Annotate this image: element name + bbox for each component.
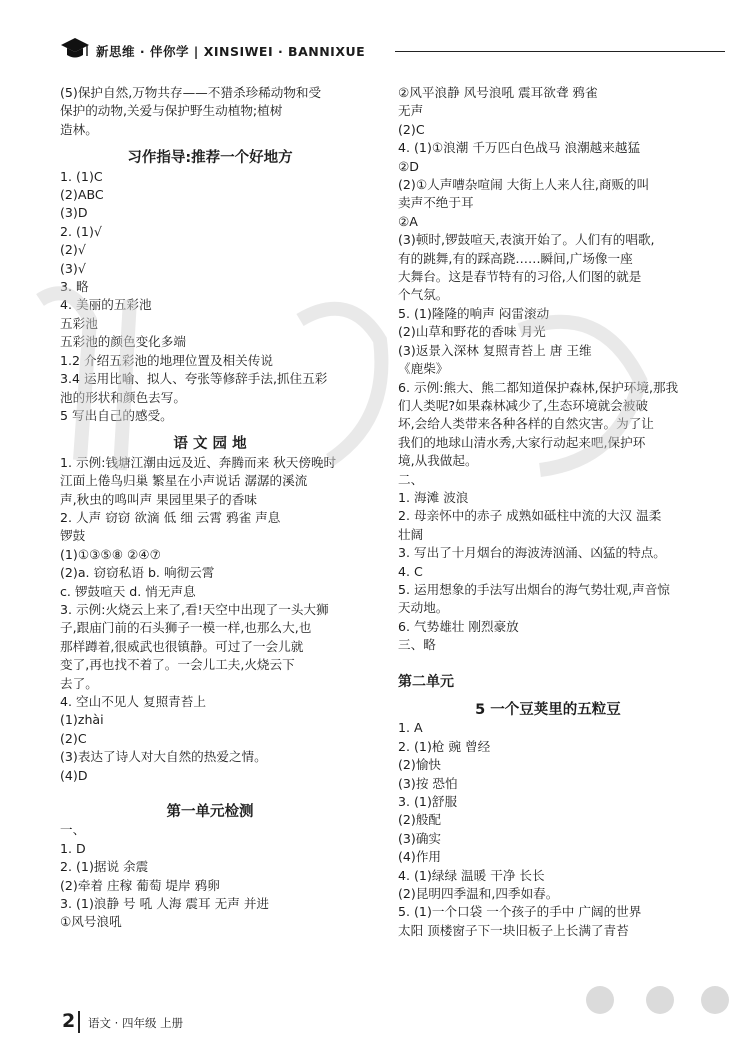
answer-line: 子,跟庙门前的石头狮子一模一样,也那么大,也: [60, 620, 312, 636]
answer-line: 1. A: [398, 720, 423, 736]
answer-line: 4. 美丽的五彩池: [60, 297, 152, 313]
footer-divider: [78, 1011, 80, 1033]
answer-line: (2)般配: [398, 812, 442, 828]
answer-line: 5 写出自己的感受。: [60, 407, 173, 423]
answer-line: 4. (1)绿绿 温暖 干净 长长: [398, 867, 545, 883]
answer-line: 5. (1)隆隆的响声 闷雷滚动: [398, 305, 550, 321]
answer-line: 5. (1)一个口袋 一个孩子的手中 广阔的世界: [398, 904, 642, 920]
answer-line: 3. (1)浪静 号 吼 人海 震耳 无声 并进: [60, 896, 270, 912]
left-column: [60, 84, 360, 932]
unit-heading: 第二单元: [398, 673, 454, 690]
answer-line: (3)√: [60, 260, 86, 276]
answer-line: 4. C: [398, 563, 423, 579]
answer-line: 1.2 介绍五彩池的地理位置及相关传说: [60, 352, 273, 368]
spacer: [60, 425, 360, 435]
answer-line: 3.4 运用比喻、拟人、夸张等修辞手法,抓住五彩: [60, 371, 328, 387]
spacer: [398, 691, 698, 701]
answer-line: 卖声不绝于耳: [398, 195, 474, 211]
answer-line: 一、: [60, 822, 86, 838]
answer-line: 五彩池的颜色变化多端: [60, 334, 186, 350]
answer-line: (4)作用: [398, 849, 442, 865]
answer-line: 变了,再也找不着了。一会儿工夫,火烧云下: [60, 657, 295, 673]
answer-line: (1)①③⑤⑧ ②④⑦: [60, 546, 161, 562]
spacer: [398, 655, 698, 673]
answer-line: (2)ABC: [60, 187, 104, 203]
answer-line: 池的形状和颜色去写。: [60, 389, 186, 405]
answer-line: (3)D: [60, 205, 88, 221]
answer-line: (2)牵着 庄稼 葡萄 堤岸 鸦卵: [60, 877, 220, 893]
answer-line: 壮阔: [398, 526, 424, 542]
answer-line: 2. 母亲怀中的赤子 成熟如砥柱中流的大汉 温柔: [398, 508, 662, 524]
answer-line: (3)返景入深林 复照青苔上 唐 王维: [398, 342, 592, 358]
answer-line: (3)顿时,锣鼓喧天,表演开始了。人们有的唱歌,: [398, 232, 655, 248]
footer-subject: 语文 · 四年级 上册: [88, 1016, 184, 1030]
answer-line: 保护的动物,关爱与保护野生动植物;植树: [60, 103, 283, 119]
answer-line: 6. 示例:熊大、熊二都知道保护森林,保护环境,那我: [398, 379, 679, 395]
answer-line: ①风号浪吼: [60, 914, 122, 930]
answer-line: 造林。: [60, 121, 98, 137]
answer-line: 大舞台。这是春节特有的习俗,人们图的就是: [398, 269, 642, 285]
answer-line: 3. 写出了十月烟台的海波涛汹涌、凶猛的特点。: [398, 545, 666, 561]
answer-line: 4. (1)①浪潮 千万匹白色战马 浪潮越来越猛: [398, 140, 641, 156]
answer-line: 个气氛。: [398, 287, 449, 303]
section-heading: 第一单元检测: [166, 804, 254, 821]
answer-line: 《鹿柴》: [398, 361, 449, 377]
answer-line: (2)山草和野花的香味 月光: [398, 324, 546, 340]
page-number: 2: [62, 1010, 76, 1032]
answer-line: 坏,会给人类带来各种各样的自然灾害。为了让: [398, 416, 654, 432]
header-title: 新思维 · 伴你学 | XINSIWEI · BANNIXUE: [96, 44, 366, 59]
answer-line: 2. 人声 窃窃 欲滴 低 细 云霄 鸦雀 声息: [60, 509, 281, 525]
answer-line: (3)按 恐怕: [398, 775, 458, 791]
answer-line: ②A: [398, 213, 418, 229]
answer-line: 那样蹲着,很威武也很镇静。可过了一会儿就: [60, 638, 304, 654]
answer-line: 4. 空山不见人 复照青苔上: [60, 694, 206, 709]
header-rule: [395, 51, 725, 52]
answer-line: 我们的地球山清水秀,大家行动起来吧,保护环: [398, 434, 646, 450]
answer-line: 1. (1)C: [60, 168, 103, 184]
answer-line: 3. (1)舒服: [398, 794, 458, 810]
answer-line: (4)D: [60, 767, 88, 783]
section-heading: 语 文 园 地: [173, 436, 247, 453]
answer-line: (1)zhài: [60, 712, 104, 728]
answer-line: (3)表达了诗人对大自然的热爱之情。: [60, 749, 267, 765]
section-heading: 习作指导:推荐一个好地方: [127, 150, 293, 167]
answer-line: (2)愉快: [398, 757, 442, 773]
answer-line: (2)①人声嘈杂喧闹 大街上人来人往,商贩的叫: [398, 177, 650, 193]
answer-line: 3. 示例:火烧云上来了,看!天空中出现了一头大狮: [60, 601, 329, 617]
answer-line: 2. (1)枪 豌 曾经: [398, 738, 491, 754]
answer-line: 声,秋虫的鸣叫声 果园里果子的香味: [60, 491, 257, 507]
answer-line: 太阳 顶楼窗子下一块旧板子上长满了青苔: [398, 922, 629, 938]
answer-line: 二、: [398, 471, 424, 487]
answer-line: 们人类呢?如果森林减少了,生态环境就会被破: [398, 397, 648, 413]
answer-line: 三、略: [398, 637, 436, 653]
answer-line: (3)确实: [398, 830, 442, 846]
answer-line: c. 锣鼓喧天 d. 悄无声息: [60, 583, 196, 599]
answer-line: 锣鼓: [60, 528, 86, 544]
right-column: [398, 84, 698, 940]
answer-line: 1. 海滩 波浪: [398, 489, 469, 505]
answer-line: (5)保护自然,万物共存——不猎杀珍稀动物和受: [60, 85, 322, 100]
answer-line: 2. (1)据说 余震: [60, 859, 149, 875]
answer-line: 五彩池: [60, 315, 98, 331]
answer-line: (2)C: [398, 121, 425, 137]
answer-line: 5. 运用想象的手法写出烟台的海气势壮观,声音惊: [398, 581, 670, 597]
answer-line: ②D: [398, 158, 419, 174]
graduation-cap-icon: [60, 36, 90, 62]
answer-line: 2. (1)√: [60, 223, 102, 239]
answer-line: ②风平浪静 风号浪吼 震耳欲聋 鸦雀: [398, 85, 598, 100]
answer-line: (2)a. 窃窃私语 b. 响彻云霄: [60, 565, 215, 581]
page-header: [60, 32, 725, 66]
answer-line: 天动地。: [398, 600, 449, 616]
spacer: [60, 785, 360, 803]
spacer: [60, 139, 360, 149]
answer-line: 去了。: [60, 675, 98, 691]
answer-line: 3. 略: [60, 279, 89, 295]
answer-line: 1. 示例:钱塘江潮由远及近、奔腾而来 秋天傍晚时: [60, 454, 337, 470]
answer-line: 6. 气势雄壮 刚烈豪放: [398, 618, 519, 634]
section-heading: 5 一个豆荚里的五粒豆: [475, 702, 621, 718]
answer-line: (2)昆明四季温和,四季如春。: [398, 886, 559, 902]
answer-line: 江面上倦鸟归巢 繁星在小声说话 潺潺的溪流: [60, 473, 308, 489]
answer-line: (2)C: [60, 730, 87, 746]
answer-line: 无声: [398, 103, 424, 119]
answer-line: 有的跳舞,有的踩高跷……瞬间,广场像一座: [398, 250, 633, 266]
answer-line: (2)√: [60, 242, 86, 258]
answer-line: 境,从我做起。: [398, 453, 478, 469]
answer-line: 1. D: [60, 840, 86, 856]
